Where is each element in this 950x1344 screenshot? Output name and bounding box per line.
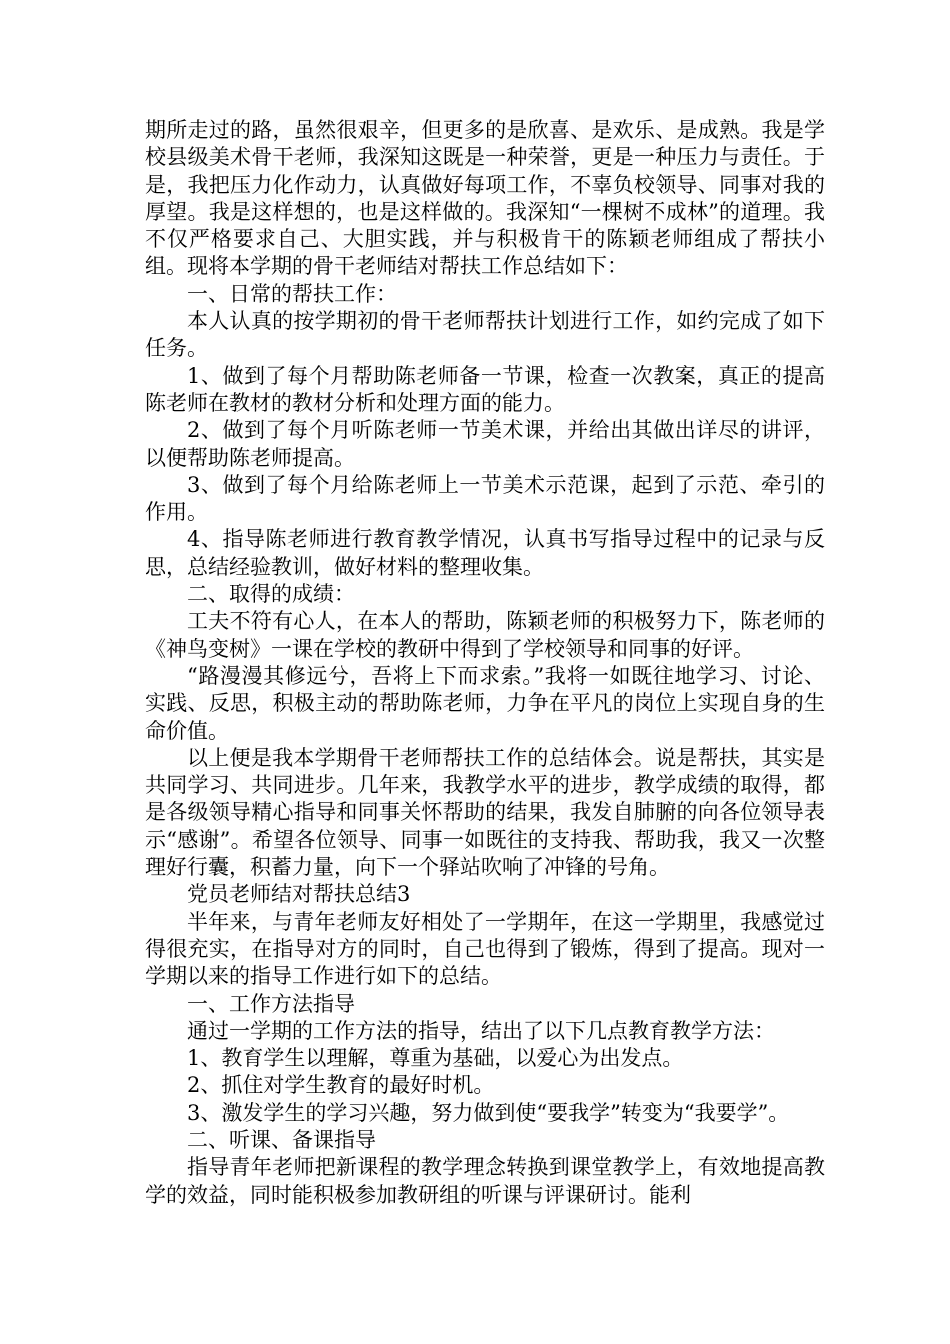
paragraph-methods-intro: 通过一学期的工作方法的指导，结出了以下几点教育教学方法：: [187, 1018, 775, 1043]
paragraph-half-year: 半年来，与青年老师友好相处了一学期年，在这一学期里，我感觉过得很充实，在指导对方的同时，自己也得到了锻炼，得到了提高。现对一学期以来的指导工作进行如下的总结。: [145, 909, 825, 989]
paragraph-plan: 本人认真的按学期初的骨干老师帮扶计划进行工作，如约完成了如下任务。: [145, 309, 825, 361]
document-page: [145, 117, 825, 1209]
heading-daily-help-work: 一、日常的帮扶工作：: [187, 281, 397, 306]
method-item-3: 3、激发学生的学习兴趣，努力做到使“要我学”转变为“我要学”。: [187, 1100, 790, 1125]
heading-achievements: 二、取得的成绩：: [187, 582, 355, 607]
list-item-1: 1、做到了每个月帮助陈老师备一节课，检查一次教案，真正的提高陈老师在教材的教材分析和处理方面的能力。: [145, 363, 825, 415]
section-title-3: 党员老师结对帮扶总结3: [187, 882, 411, 907]
method-item-2: 2、抓住对学生教育的最好时机。: [187, 1073, 495, 1098]
list-item-4: 4、指导陈老师进行教育教学情况，认真书写指导过程中的记录与反思，总结经验教训，做好材料的整理收集。: [145, 527, 825, 579]
paragraph-summary: 以上便是我本学期骨干老师帮扶工作的总结体会。说是帮扶，其实是共同学习、共同进步。几年来，我教学水平的进步，教学成绩的取得，都是各级领导精心指导和同事关怀帮助的结果，我发自肺腑的向各位领导表示“感谢”。希望各位领导、同事一如既往的支持我、帮助我，我又一次整理好行囊，积蓄力量，向下一个驿站吹响了冲锋的号角。: [145, 745, 825, 880]
paragraph-lesson-guidance: 指导青年老师把新课程的教学理念转换到课堂教学上，有效地提高教学的效益，同时能积极参加教研组的听课与评课研讨。能利: [145, 1155, 825, 1207]
list-item-3: 3、做到了每个月给陈老师上一节美术示范课，起到了示范、牵引的作用。: [145, 472, 825, 525]
paragraph-achievements: 工夫不符有心人，在本人的帮助，陈颖老师的积极努力下，陈老师的《神鸟变树》一课在学校的教研中得到了学校领导和同事的好评。: [145, 609, 825, 661]
paragraph-quote: “路漫漫其修远兮，吾将上下而求索。”我将一如既往地学习、讨论、实践、反思，积极主动的帮助陈老师，力争在平凡的岗位上实现自身的生命价值。: [145, 663, 825, 743]
heading-work-method: 一、工作方法指导: [187, 991, 355, 1016]
method-item-1: 1、教育学生以理解，尊重为基础，以爱心为出发点。: [187, 1046, 684, 1071]
paragraph-opening: 期所走过的路，虽然很艰辛，但更多的是欣喜、是欢乐、是成熟。我是学校县级美术骨干老师，我深知这既是一种荣誉，更是一种压力与责任。于是，我把压力化作动力，认真做好每项工作，不辜负校领导、同事对我的厚望。我是这样想的，也是这样做的。我深知“一棵树不成林”的道理。我不仅严格要求自己、大胆实践，并与积极肯干的陈颖老师组成了帮扶小组。现将本学期的骨干老师结对帮扶工作总结如下：: [145, 118, 825, 279]
list-item-2: 2、做到了每个月听陈老师一节美术课，并给出其做出详尽的讲评，以便帮助陈老师提高。: [145, 418, 825, 470]
heading-lesson-guidance: 二、听课、备课指导: [187, 1127, 376, 1152]
